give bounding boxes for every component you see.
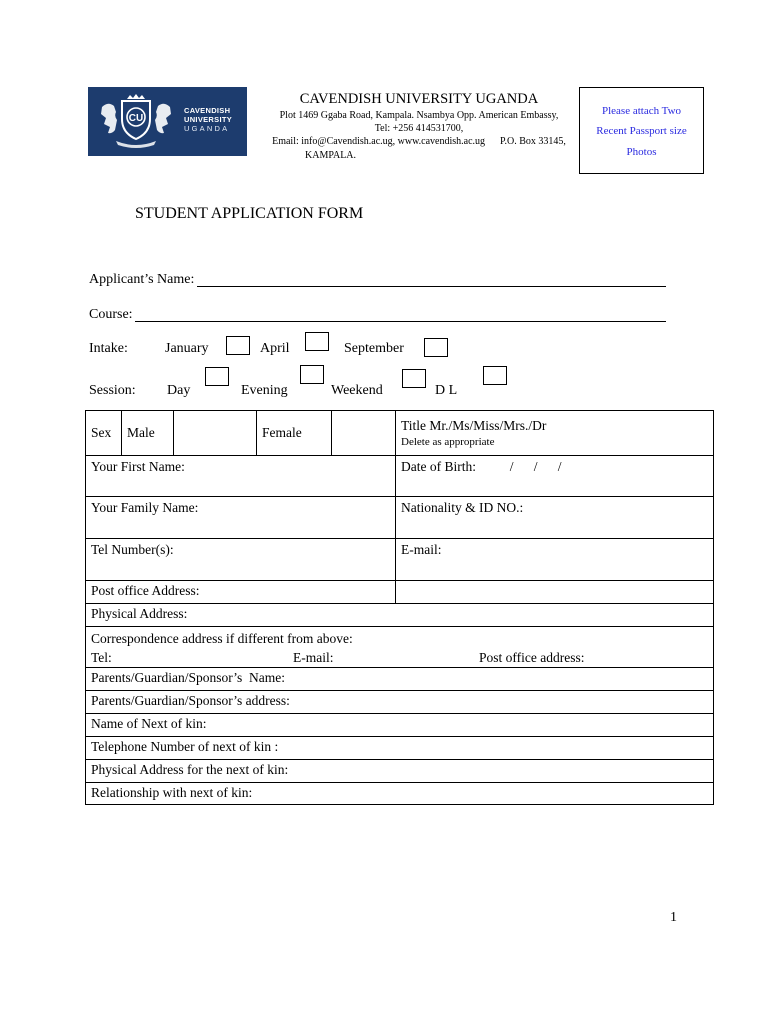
correspondence-post-label: Post office address: — [479, 650, 585, 665]
nationality-id-field[interactable] — [396, 497, 714, 539]
next-of-kin-field[interactable] — [86, 714, 714, 737]
date-of-birth-separators: / / / — [509, 459, 562, 474]
session-label: Session: — [89, 383, 136, 398]
cavendish-crest-logo-icon — [94, 93, 178, 150]
intake-option-april-label: April — [260, 341, 290, 356]
email-label: E-mail: — [401, 542, 442, 557]
correspondence-email-label: E-mail: — [293, 650, 334, 665]
guardian-name-field[interactable] — [86, 668, 714, 691]
intake-label: Intake: — [89, 341, 128, 356]
guardian-address-label: Parents/Guardian/Sponsor’s address: — [91, 693, 290, 708]
title-note: Delete as appropriate — [401, 436, 495, 448]
next-of-kin-tel-field[interactable] — [86, 737, 714, 760]
session-option-dl-label: D L — [435, 383, 458, 398]
form-title: STUDENT APPLICATION FORM — [135, 205, 364, 222]
passport-photo-box — [579, 87, 704, 174]
tel-number-label: Tel Number(s): — [91, 542, 174, 557]
page-number: 1 — [670, 910, 677, 925]
relationship-label: Relationship with next of kin: — [91, 785, 253, 800]
physical-address-field[interactable] — [86, 604, 714, 627]
male-selection-cell[interactable] — [174, 411, 257, 456]
correspondence-tel-label: Tel: — [91, 650, 112, 665]
intake-september-checkbox[interactable] — [424, 338, 448, 357]
family-name-field[interactable] — [86, 497, 396, 539]
relationship-field[interactable] — [86, 783, 714, 805]
applicant-name-field[interactable] — [197, 286, 666, 287]
university-logo — [88, 87, 247, 156]
correspondence-address-field[interactable] — [86, 627, 714, 668]
applicant-name-label: Applicant’s Name: — [89, 272, 195, 287]
session-day-checkbox[interactable] — [205, 367, 229, 386]
post-office-label: Post office Address: — [91, 583, 200, 598]
university-name: CAVENDISH UNIVERSITY UGANDA — [299, 91, 539, 107]
intake-january-checkbox[interactable] — [226, 336, 250, 355]
session-option-evening-label: Evening — [241, 383, 288, 398]
application-details-table — [85, 410, 714, 805]
address-line-4: KAMPALA. — [305, 150, 357, 161]
title-cell[interactable] — [396, 411, 714, 456]
intake-april-checkbox[interactable] — [305, 332, 329, 351]
photo-box-line-2: Recent Passport size — [596, 125, 687, 138]
svg-text:CU: CU — [128, 113, 144, 124]
address-line-1: Plot 1469 Ggaba Road, Kampala. Nsambya Opp. American Embassy, — [279, 110, 559, 121]
female-label: Female — [257, 411, 332, 456]
logo-text-uganda: UGANDA — [184, 124, 230, 133]
nationality-id-label: Nationality & ID NO.: — [401, 500, 524, 515]
photo-box-line-1: Please attach Two — [601, 104, 682, 117]
logo-text-university: UNIVERSITY — [184, 115, 233, 124]
next-of-kin-address-label: Physical Address for the next of kin: — [91, 762, 289, 777]
post-office-field[interactable] — [86, 581, 396, 604]
photo-box-line-3: Photos — [626, 145, 657, 158]
intake-option-january-label: January — [165, 341, 209, 356]
address-line-2: Tel: +256 414531700, — [374, 123, 464, 134]
female-selection-cell[interactable] — [332, 411, 396, 456]
session-weekend-checkbox[interactable] — [402, 369, 426, 388]
first-name-label: Your First Name: — [91, 459, 185, 474]
family-name-label: Your Family Name: — [91, 500, 199, 515]
intake-option-september-label: September — [344, 341, 404, 356]
correspondence-contact-row — [91, 648, 708, 667]
post-office-extra-field[interactable] — [396, 581, 714, 604]
session-option-day-label: Day — [167, 383, 191, 398]
guardian-name-label: Parents/Guardian/Sponsor’s Name: — [91, 670, 285, 685]
date-of-birth-label: Date of Birth: — [401, 459, 476, 474]
session-option-weekend-label: Weekend — [331, 383, 383, 398]
next-of-kin-tel-label: Telephone Number of next of kin : — [91, 739, 279, 754]
guardian-address-field[interactable] — [86, 691, 714, 714]
session-evening-checkbox[interactable] — [300, 365, 324, 384]
email-field[interactable] — [396, 539, 714, 581]
address-line-3: Email: info@Cavendish.ac.ug, www.cavendish.ac.ug P.O. Box 33145, — [272, 136, 566, 147]
course-label: Course: — [89, 307, 133, 322]
title-options: Title Mr./Ms/Miss/Mrs./Dr — [401, 418, 547, 433]
session-dl-checkbox[interactable] — [483, 366, 507, 385]
tel-number-field[interactable] — [86, 539, 396, 581]
correspondence-label: Correspondence address if different from above: — [91, 631, 353, 646]
date-of-birth-field[interactable] — [396, 456, 714, 497]
logo-text-cavendish: CAVENDISH — [184, 106, 231, 115]
physical-address-label: Physical Address: — [91, 606, 188, 621]
male-label: Male — [122, 411, 174, 456]
next-of-kin-address-field[interactable] — [86, 760, 714, 783]
first-name-field[interactable] — [86, 456, 396, 497]
next-of-kin-label: Name of Next of kin: — [91, 716, 207, 731]
sex-label: Sex — [86, 411, 122, 456]
course-field[interactable] — [135, 321, 666, 322]
